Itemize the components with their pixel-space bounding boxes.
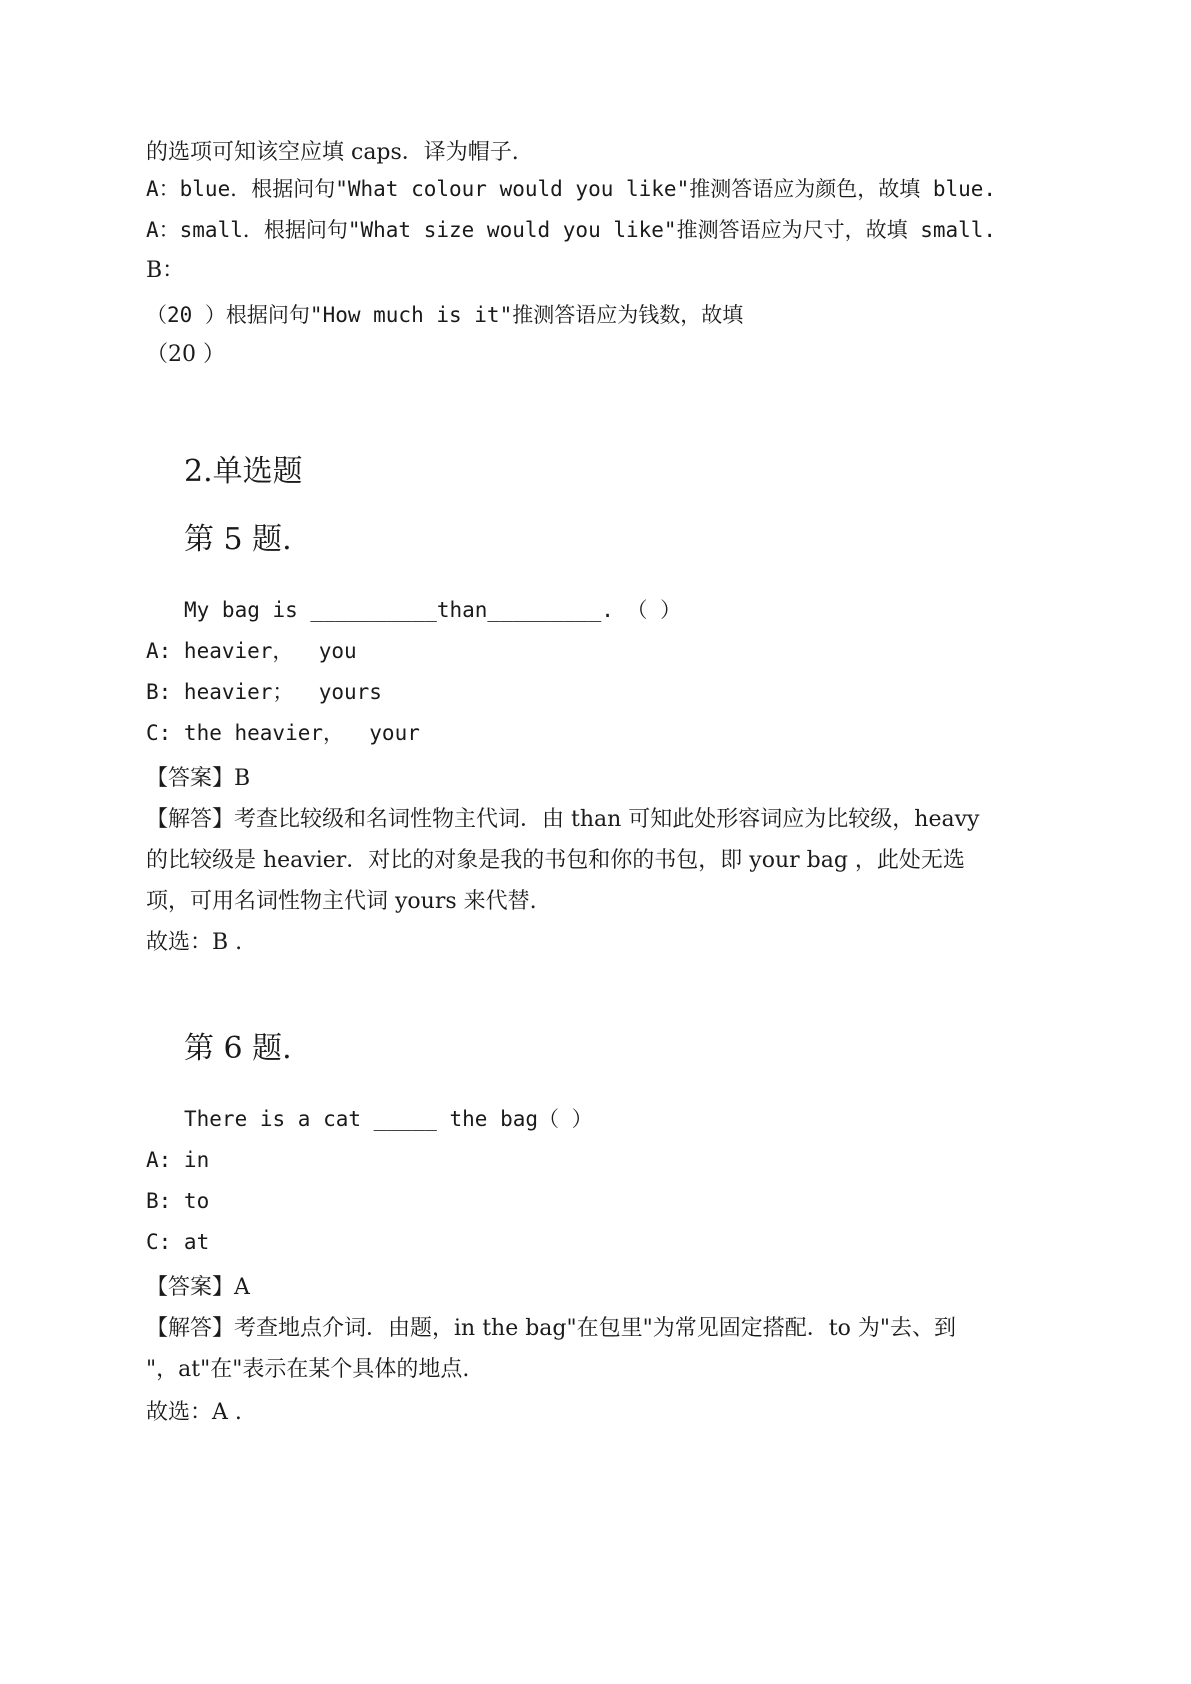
question-5-answer: 【答案】B bbox=[146, 766, 251, 791]
question-5-option-a: A: heavier， you bbox=[146, 639, 357, 663]
question-6-answer: 【答案】A bbox=[146, 1275, 250, 1300]
carryover-line-3: A：small．根据问句"What size would you like"推测答语应为尺寸，故填 small. bbox=[146, 218, 997, 242]
question-5-explanation-2: 的比较级是 heavier．对比的对象是我的书包和你的书包，即 your bag ，此处无选 bbox=[146, 848, 965, 873]
question-5-title: 第 5 题. bbox=[184, 522, 292, 557]
carryover-line-2: A：blue．根据问句"What colour would you like"推测答语应为颜色，故填 blue. bbox=[146, 177, 997, 201]
carryover-line-5: （20 ）根据问句"How much is it"推测答语应为钱数，故填 bbox=[146, 303, 744, 327]
question-5-explanation-1: 【解答】考查比较级和名词性物主代词．由 than 可知此处形容词应为比较级，heavy bbox=[146, 807, 980, 832]
question-5-conclusion: 故选：B . bbox=[146, 930, 243, 955]
question-6-stem: There is a cat _____ the bag（ ） bbox=[184, 1107, 593, 1131]
question-5-stem: My bag is __________than_________. （ ） bbox=[184, 598, 682, 622]
question-6-title: 第 6 题. bbox=[184, 1031, 292, 1066]
question-6-option-c: C: at bbox=[146, 1230, 210, 1254]
question-5-explanation-3: 项，可用名词性物主代词 yours 来代替. bbox=[146, 889, 537, 914]
question-6-conclusion: 故选：A . bbox=[146, 1400, 242, 1425]
question-5-option-c: C: the heavier， your bbox=[146, 721, 420, 745]
carryover-line-4: B： bbox=[146, 258, 185, 283]
carryover-line-1: 的选项可知该空应填 caps．译为帽子. bbox=[146, 140, 519, 165]
carryover-line-6: （20 ） bbox=[146, 342, 225, 367]
question-6-option-a: A: in bbox=[146, 1148, 210, 1172]
question-6-explanation-1: 【解答】考查地点介词．由题，in the bag"在包里"为常见固定搭配．to 为"去、到 bbox=[146, 1316, 956, 1341]
question-6-explanation-2: "，at"在"表示在某个具体的地点. bbox=[146, 1357, 470, 1382]
question-5-option-b: B: heavier； yours bbox=[146, 680, 382, 704]
section-title: 2.单选题 bbox=[184, 454, 303, 489]
question-6-option-b: B: to bbox=[146, 1189, 210, 1213]
